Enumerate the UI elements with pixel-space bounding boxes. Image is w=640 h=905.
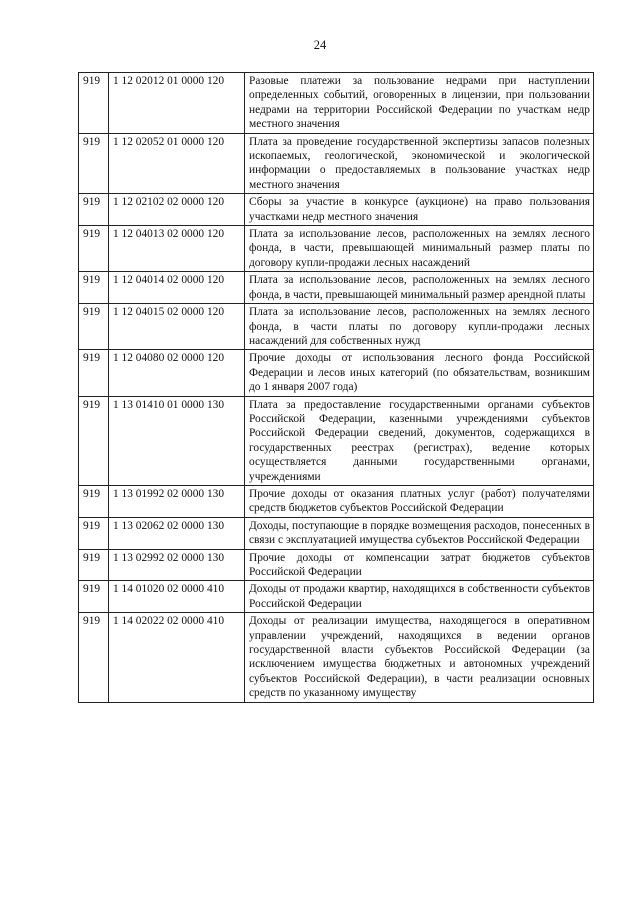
page-number: 24	[313, 38, 327, 52]
budget-code-cell: 1 14 01020 02 0000 410	[109, 581, 245, 613]
admin-code-cell: 919	[79, 133, 109, 194]
revenue-name-cell: Прочие доходы от компенсации затрат бюджетов субъектов Российской Федерации	[245, 549, 594, 581]
revenue-name-cell: Прочие доходы от оказания платных услуг (работ) получателями средств бюджетов субъектов Российской Федерации	[245, 485, 594, 517]
revenue-name-cell: Плата за проведение государственной экспертизы запасов полезных ископаемых, геологической, экономической и экологической информации о предоставляемых в пользование участках недр местного значения	[245, 133, 594, 194]
budget-code-cell: 1 13 02992 02 0000 130	[109, 549, 245, 581]
budget-code-cell: 1 13 02062 02 0000 130	[109, 517, 245, 549]
admin-code-cell: 919	[79, 549, 109, 581]
table-row	[79, 581, 594, 613]
admin-code-cell: 919	[79, 613, 109, 702]
revenue-name-cell: Разовые платежи за пользование недрами при наступлении определенных событий, оговоренных в лицензии, при пользовании недрами на территории Российской Федерации по участкам недр местного значения	[245, 73, 594, 134]
revenue-name-cell: Плата за использование лесов, расположенных на землях лесного фонда, в части платы по договору купли-продажи лесных насаждений для собственных нужд	[245, 304, 594, 350]
revenue-name-cell: Сборы за участие в конкурсе (аукционе) на право пользования участками недр местного значения	[245, 194, 594, 226]
table-body	[79, 73, 594, 703]
budget-code-cell: 1 14 02022 02 0000 410	[109, 613, 245, 702]
admin-code-cell: 919	[79, 350, 109, 396]
revenue-name-cell: Плата за использование лесов, расположенных на землях лесного фонда, в части, превышающей минимальный размер арендной платы	[245, 272, 594, 304]
table-row	[79, 350, 594, 396]
budget-code-cell: 1 13 01410 01 0000 130	[109, 396, 245, 485]
table-row	[79, 304, 594, 350]
table-row	[79, 549, 594, 581]
budget-code-cell: 1 12 04015 02 0000 120	[109, 304, 245, 350]
table-row	[79, 613, 594, 702]
budget-code-cell: 1 12 02012 01 0000 120	[109, 73, 245, 134]
table-row	[79, 396, 594, 485]
revenue-name-cell: Доходы от реализации имущества, находящегося в оперативном управлении учреждений, находящихся в ведении органов государственной власти субъектов Российской Федерации (за исключением имущества бюджетных и автономных учреждений субъектов Российской Федерации), в части реализации основных средств по указанному имуществу	[245, 613, 594, 702]
table-row	[79, 73, 594, 134]
budget-code-cell: 1 12 02102 02 0000 120	[109, 194, 245, 226]
table-row	[79, 226, 594, 272]
revenue-name-cell: Доходы, поступающие в порядке возмещения расходов, понесенных в связи с эксплуатацией имущества субъектов Российской Федерации	[245, 517, 594, 549]
admin-code-cell: 919	[79, 304, 109, 350]
budget-classification-table	[78, 72, 594, 703]
revenue-name-cell: Прочие доходы от использования лесного фонда Российской Федерации и лесов иных категорий (по обязательствам, возникшим до 1 января 2007 года)	[245, 350, 594, 396]
admin-code-cell: 919	[79, 581, 109, 613]
admin-code-cell: 919	[79, 485, 109, 517]
table-row	[79, 272, 594, 304]
table-row	[79, 194, 594, 226]
revenue-name-cell: Плата за использование лесов, расположенных на землях лесного фонда, в части, превышающей минимальный размер платы по договору купли-продажи лесных насаждений	[245, 226, 594, 272]
admin-code-cell: 919	[79, 396, 109, 485]
budget-code-cell: 1 12 04013 02 0000 120	[109, 226, 245, 272]
admin-code-cell: 919	[79, 272, 109, 304]
budget-code-cell: 1 13 01992 02 0000 130	[109, 485, 245, 517]
admin-code-cell: 919	[79, 73, 109, 134]
table-row	[79, 517, 594, 549]
budget-code-cell: 1 12 02052 01 0000 120	[109, 133, 245, 194]
budget-code-cell: 1 12 04014 02 0000 120	[109, 272, 245, 304]
table-row	[79, 485, 594, 517]
revenue-name-cell: Плата за предоставление государственными органами субъектов Российской Федерации, казенными учреждениями субъектов Российской Федерации сведений, документов, содержащихся в государственных реестрах (регистрах), ведение которых осуществляется данными государственными органами, учреждениями	[245, 396, 594, 485]
revenue-name-cell: Доходы от продажи квартир, находящихся в собственности субъектов Российской Федерации	[245, 581, 594, 613]
admin-code-cell: 919	[79, 226, 109, 272]
admin-code-cell: 919	[79, 517, 109, 549]
admin-code-cell: 919	[79, 194, 109, 226]
budget-code-cell: 1 12 04080 02 0000 120	[109, 350, 245, 396]
table-row	[79, 133, 594, 194]
